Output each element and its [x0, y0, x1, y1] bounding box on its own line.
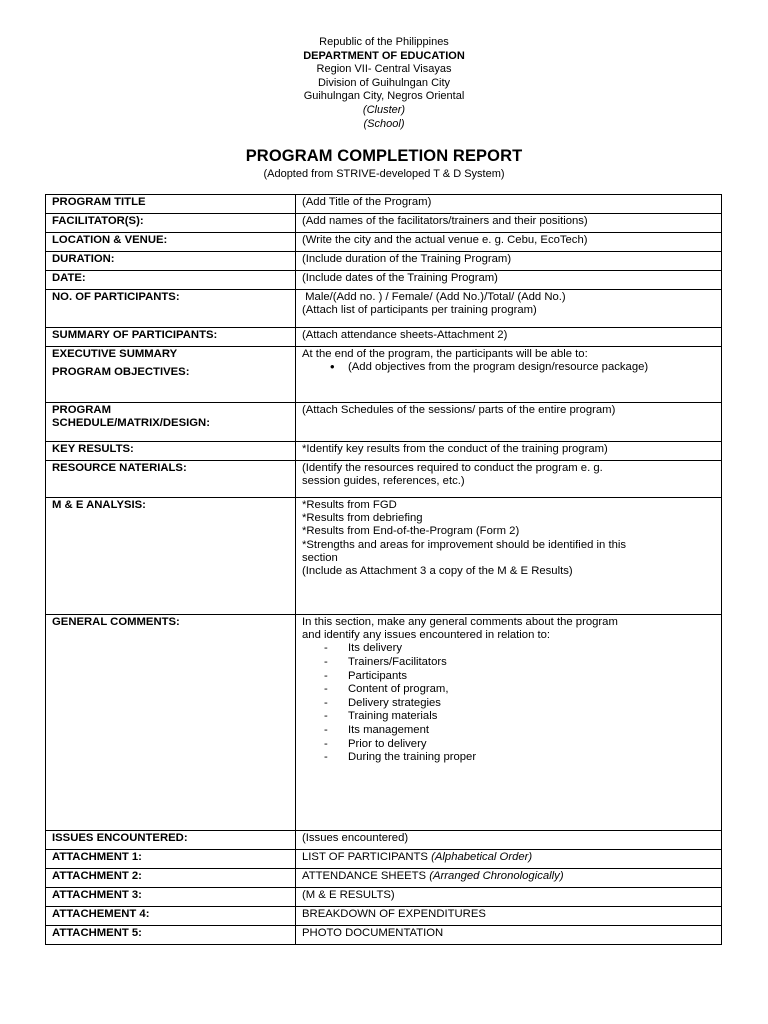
- resources-value: [296, 461, 722, 498]
- facilitators-label: FACILITATOR(S):: [46, 214, 296, 233]
- comments-intro-line2: and identify any issues encountered in relation to:: [302, 629, 551, 642]
- comments-list: [302, 642, 716, 764]
- objectives-value: [296, 347, 722, 403]
- department-line: DEPARTMENT OF EDUCATION: [303, 49, 465, 62]
- document-title: PROGRAM COMPLETION REPORT: [245, 147, 523, 165]
- participants-value: [296, 290, 722, 328]
- list-item: - Prior to delivery: [324, 738, 716, 752]
- table-row: [46, 888, 722, 907]
- document-subtitle: (Adopted from STRIVE-developed T & D System): [263, 168, 505, 180]
- key-results-label: KEY RESULTS:: [46, 442, 296, 461]
- me-line: (Include as Attachment 3 a copy of the M & E Results): [302, 565, 573, 578]
- list-item: - Trainers/Facilitators: [324, 656, 716, 670]
- duration-label: DURATION:: [46, 252, 296, 271]
- issues-label: ISSUES ENCOUNTERED:: [46, 831, 296, 850]
- me-analysis-label: M & E ANALYSIS:: [46, 498, 296, 615]
- attachment1-note: (Alphabetical Order): [431, 851, 533, 863]
- list-item: - Participants: [324, 670, 716, 684]
- table-row: [46, 869, 722, 888]
- table-row: [46, 615, 722, 831]
- attachment2-text: ATTENDANCE SHEETS: [302, 870, 430, 882]
- schedule-value: (Attach Schedules of the sessions/ parts of the entire program): [296, 403, 722, 442]
- division-line: Division of Guihulngan City: [317, 76, 451, 89]
- key-results-value: *Identify key results from the conduct of the training program): [296, 442, 722, 461]
- attachment3-label: ATTACHMENT 3:: [46, 888, 296, 907]
- general-comments-label: GENERAL COMMENTS:: [46, 615, 296, 831]
- me-line: *Strengths and areas for improvement should be identified in this: [302, 538, 627, 551]
- attachment1-text: LIST OF PARTICIPANTS: [302, 851, 432, 863]
- list-item: - During the training proper: [324, 751, 716, 765]
- objectives-list: [302, 361, 716, 374]
- cluster-line: (Cluster): [362, 103, 406, 116]
- participants-count: Male/(Add no. ) / Female/ (Add No.)/Total/ (Add No.): [302, 291, 566, 303]
- resources-line1: (Identify the resources required to conduct the program e. g.: [302, 462, 603, 474]
- executive-summary-label: EXECUTIVE SUMMARY: [46, 347, 296, 365]
- participants-note: (Attach list of participants per training program): [302, 304, 537, 317]
- objectives-intro: At the end of the program, the participants will be able to:: [302, 348, 588, 360]
- school-line: (School): [363, 117, 405, 130]
- list-item: - Content of program,: [324, 683, 716, 697]
- me-line: *Results from FGD: [302, 499, 397, 511]
- city-line: Guihulngan City, Negros Oriental: [303, 90, 465, 103]
- schedule-label: [46, 403, 296, 442]
- attachment1-value: [296, 850, 722, 869]
- attachment5-value: PHOTO DOCUMENTATION: [296, 926, 722, 945]
- attachment2-note: (Arranged Chronologically): [429, 870, 564, 882]
- me-line: *Results from debriefing: [302, 512, 423, 525]
- location-label: LOCATION & VENUE:: [46, 233, 296, 252]
- attachment4-label: ATTACHEMENT 4:: [46, 907, 296, 926]
- report-table: [45, 194, 722, 945]
- table-row: [46, 831, 722, 850]
- attachment4-value: BREAKDOWN OF EXPENDITURES: [296, 907, 722, 926]
- location-value: (Write the city and the actual venue e. g. Cebu, EcoTech): [296, 233, 722, 252]
- summary-label: SUMMARY OF PARTICIPANTS:: [46, 328, 296, 347]
- attachment2-value: [296, 869, 722, 888]
- table-row: [46, 907, 722, 926]
- program-title-value: (Add Title of the Program): [296, 195, 722, 214]
- issues-value: (Issues encountered): [296, 831, 722, 850]
- schedule-label-line2: SCHEDULE/MATRIX/DESIGN:: [52, 417, 210, 430]
- facilitators-value: (Add names of the facilitators/trainers and their positions): [296, 214, 722, 233]
- objectives-label: PROGRAM OBJECTIVES:: [46, 365, 296, 403]
- me-line: section: [302, 551, 338, 564]
- resources-label: RESOURCE NATERIALS:: [46, 461, 296, 498]
- region-line: Region VII- Central Visayas: [316, 63, 452, 76]
- table-row: [46, 498, 722, 615]
- me-line: *Results from End-of-the-Program (Form 2): [302, 525, 520, 538]
- table-row: [46, 233, 722, 252]
- table-row: [46, 328, 722, 347]
- list-item: - Its management: [324, 724, 716, 738]
- table-row: [46, 252, 722, 271]
- me-analysis-value: [296, 498, 722, 615]
- list-item: - Training materials: [324, 710, 716, 724]
- date-value: (Include dates of the Training Program): [296, 271, 722, 290]
- table-row: [46, 442, 722, 461]
- summary-value: (Attach attendance sheets-Attachment 2): [296, 328, 722, 347]
- table-row: [46, 850, 722, 869]
- table-row: [46, 347, 722, 365]
- objective-item: • (Add objectives from the program design/resource package): [330, 361, 716, 374]
- attachment3-value: (M & E RESULTS): [296, 888, 722, 907]
- resources-line2: session guides, references, etc.): [302, 475, 465, 488]
- comments-intro-line1: In this section, make any general comments about the program: [302, 616, 618, 628]
- table-row: [46, 290, 722, 328]
- duration-value: (Include duration of the Training Program): [296, 252, 722, 271]
- table-row: [46, 926, 722, 945]
- participants-label: NO. OF PARTICIPANTS:: [46, 290, 296, 328]
- table-row: [46, 271, 722, 290]
- date-label: DATE:: [46, 271, 296, 290]
- list-item: - Delivery strategies: [324, 697, 716, 711]
- list-item: - Its delivery: [324, 642, 716, 656]
- attachment2-label: ATTACHMENT 2:: [46, 869, 296, 888]
- table-row: [46, 461, 722, 498]
- table-row: [46, 214, 722, 233]
- general-comments-value: [296, 615, 722, 831]
- republic-line: Republic of the Philippines: [319, 36, 449, 48]
- letterhead: [0, 36, 768, 131]
- table-row: [46, 403, 722, 442]
- schedule-label-line1: PROGRAM: [52, 404, 111, 416]
- table-row: [46, 195, 722, 214]
- program-title-label: PROGRAM TITLE: [46, 195, 296, 214]
- attachment1-label: ATTACHMENT 1:: [46, 850, 296, 869]
- attachment5-label: ATTACHMENT 5:: [46, 926, 296, 945]
